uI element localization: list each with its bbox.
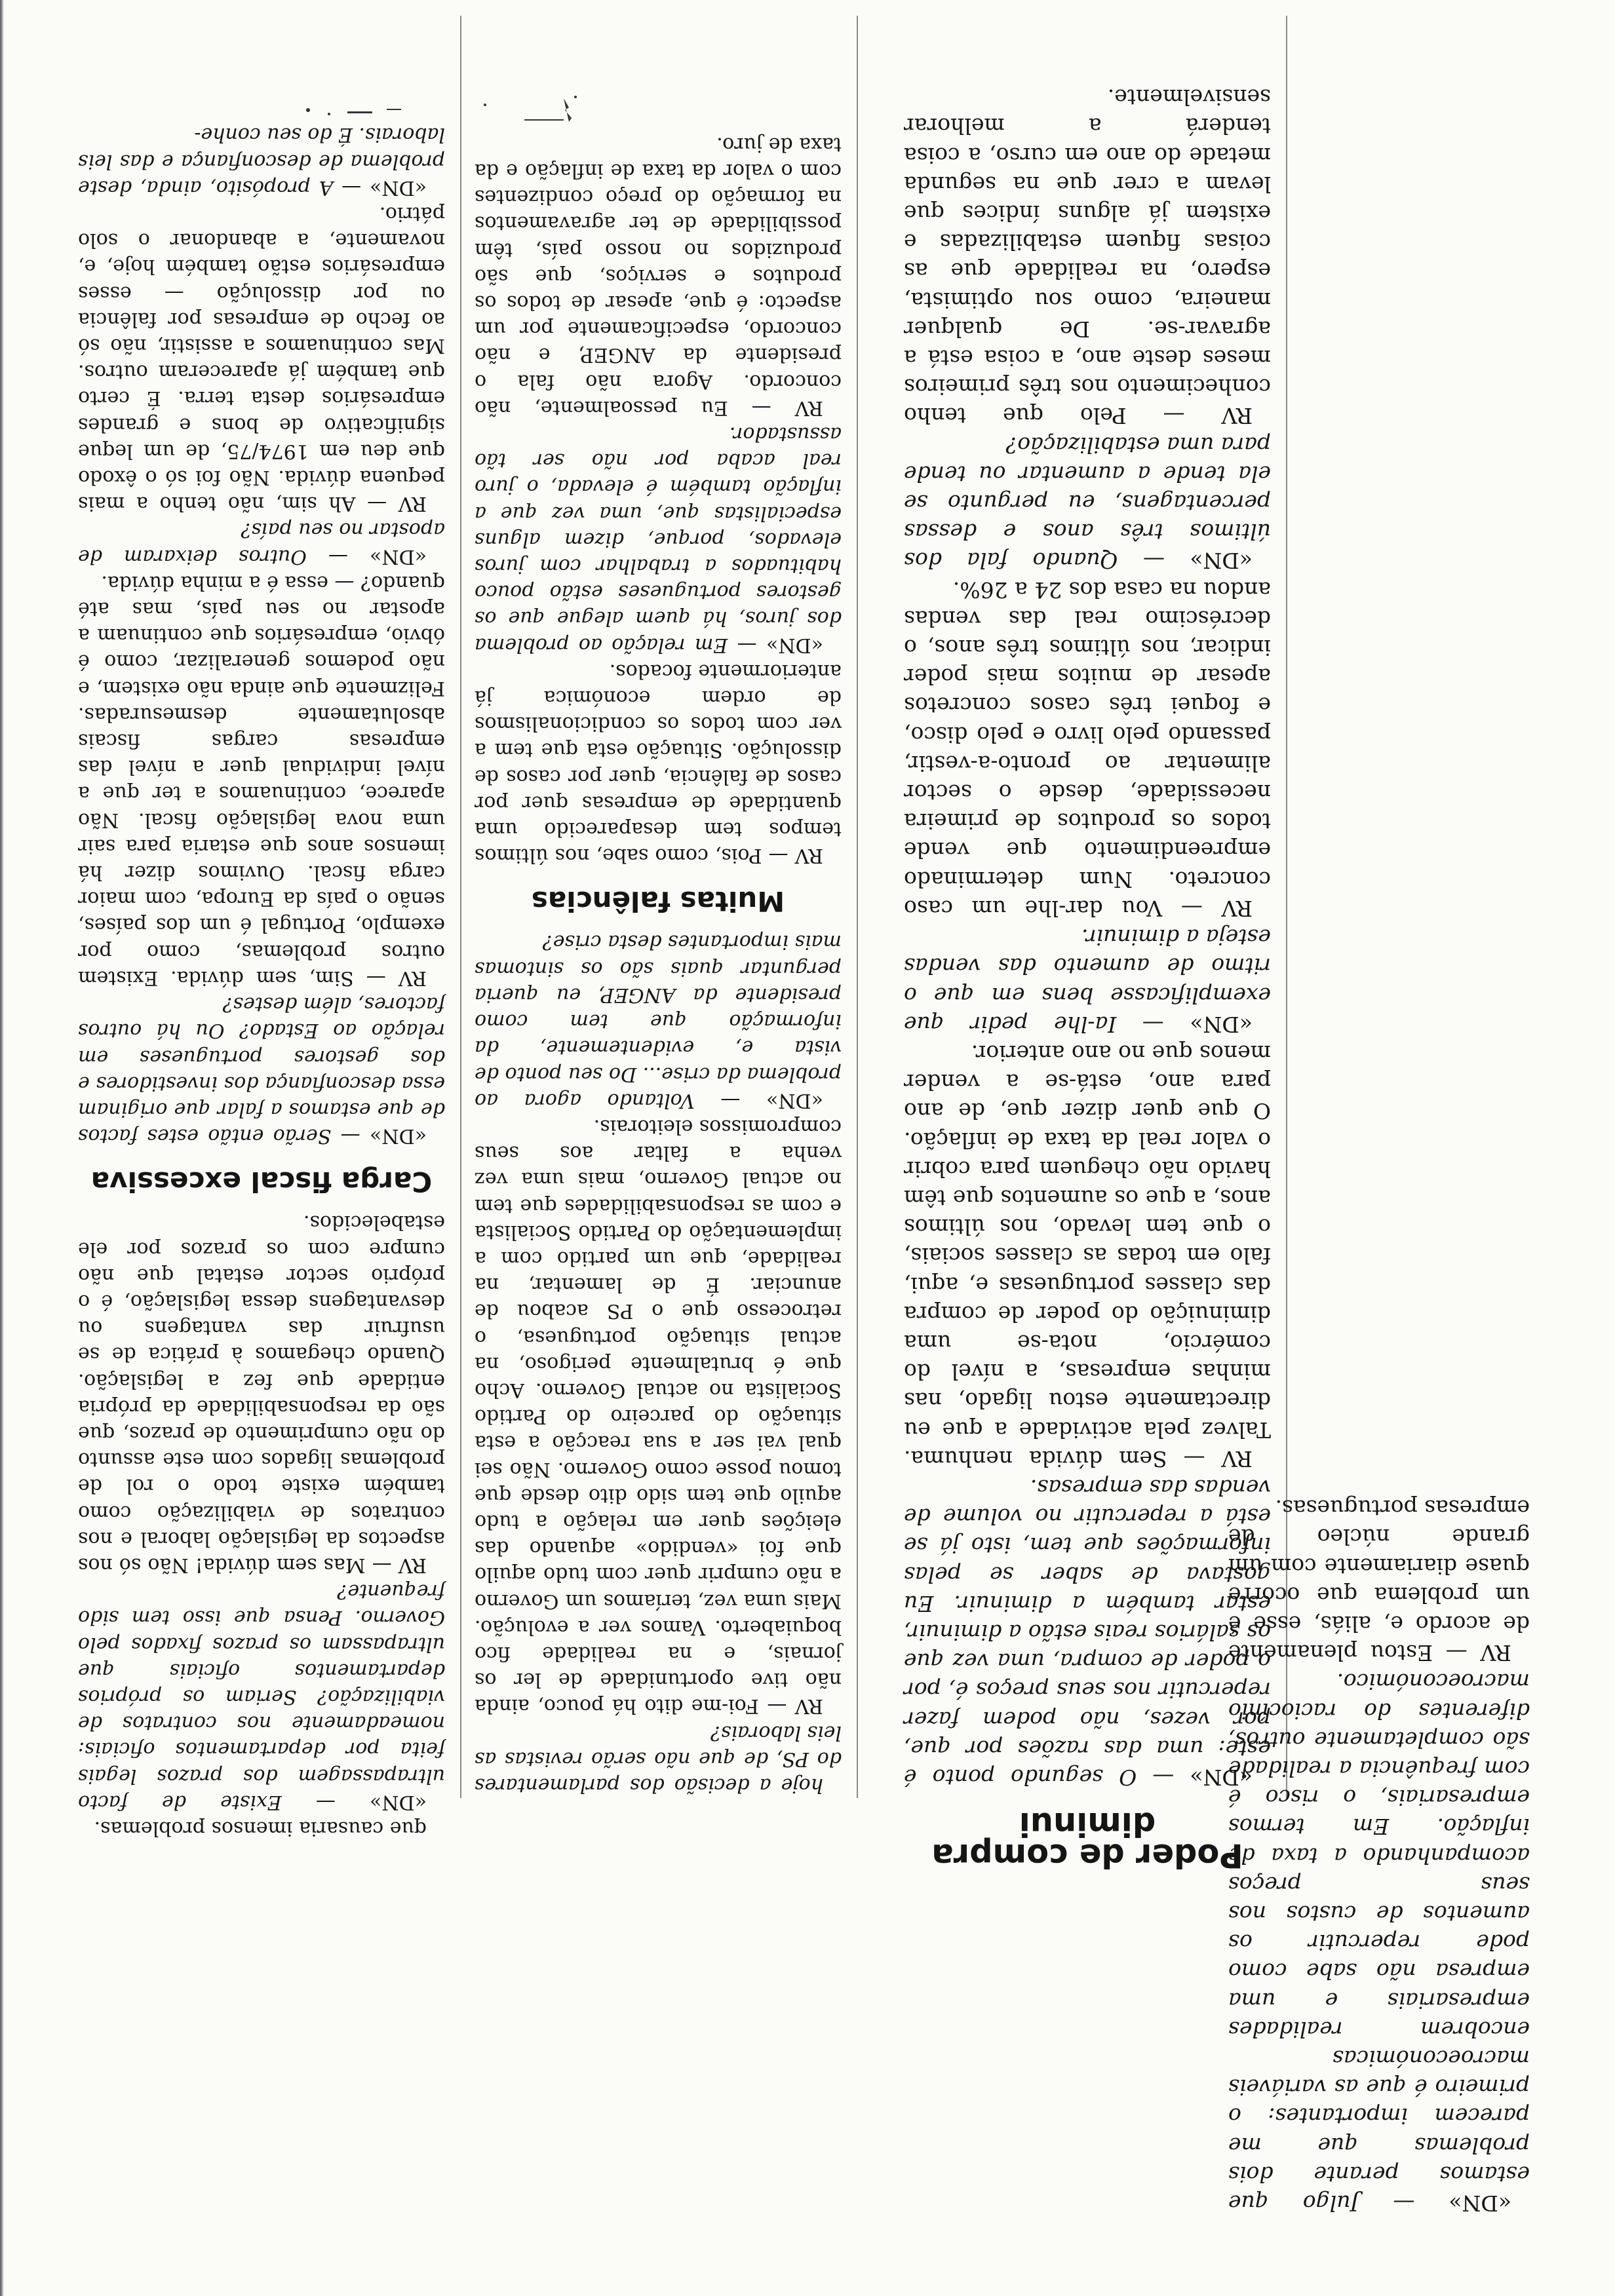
article-paragraph bbox=[904, 575, 1271, 922]
interviewer-question bbox=[475, 421, 842, 658]
column-rule bbox=[857, 16, 858, 1798]
interviewer-question bbox=[475, 928, 842, 1113]
paragraph-text: RV — Ah sim, não tenho a mais pequena dúvida. Não foi só o êxodo que deu em 1974/75, de um leque significativo de bons e grandes empresários desta terra. É certo que também já apareceram outros. Mas continuamos a assistir, não só ao fecho de empresas por falência ou por dissolução — esses empresários estão também hoje, e, novamente, a abandonar o solo pátrio. bbox=[78, 202, 445, 516]
column-rule bbox=[460, 16, 461, 1798]
paragraph-text: A propósito, ainda, deste problema de desconfiança e das leis laborais. É do seu conhe- bbox=[78, 123, 445, 199]
section-heading: Carga fiscal excessiva bbox=[90, 1166, 433, 1198]
paragraph-text: RV — Vou dar-lhe um caso concreto. Num determinado empreendimento que vende todos os produtos de primeira necessidade, desde o sector alimentar ao pronto-a-vestir, passando pelo livro e pelo disco, e foquei três casos concretos apesar de muitos mais poder indicar, nos últimos três anos, o decréscimo real das vendas andou na casa dos 24 a 26%. bbox=[904, 577, 1271, 921]
paragraph-text: que causaria imensos problemas. bbox=[94, 1817, 427, 1840]
paragraph-text: Ia-lhe pedir que exemplificasse bens em que o ritmo de aumento das vendas esteja a diminuir. bbox=[904, 925, 1271, 1037]
paragraph-text: hoje a decisão dos parlamentares do PS, de que não serão revistas as leis laborais? bbox=[475, 1721, 842, 1797]
section-heading: Poder de compra diminui bbox=[931, 1805, 1243, 1875]
article-paragraph bbox=[475, 1113, 842, 1719]
interviewer-question bbox=[904, 430, 1271, 575]
article-paragraph bbox=[78, 1815, 445, 1841]
interviewer-question bbox=[78, 991, 445, 1149]
paragraph-text: Voltando agora ao problema da crise... Do seu ponto de vista e, evidentemente, da informação que tem como presidente da ANGEP, eu queria perguntar quais são os sintomas mais importantes desta crise? bbox=[475, 930, 842, 1112]
article-paragraph bbox=[475, 658, 842, 869]
paragraph-text: RV — Pois, como sabe, nos últimos tempos tem desaparecido uma quantidade de empresas quer por casos de falência, quer por casos de dissolução. Situação esta que tem a ver com todos os condicionalismos de ordem económica já anteriormente focados. bbox=[475, 659, 842, 868]
paragraph-text: RV — Pelo que tenho conhecimento nos três primeiros meses deste ano, a coisa está a agravar-se. De qualquer maneira, como sou optimista, espero, na realidade que as coisas fiquem estabilizadas e existem já alguns índices que levam a crer que na segunda metade do ano em curso, a coisa tenderá a melhorar sensivelmente. bbox=[904, 85, 1271, 429]
paragraph-text: Existe de facto ultrapassagem dos prazos legais feita por departamentos oficiais: nomeadamente nos contratos de viabilização? Seriam os próprios departamentos oficiais que ultrapassam os prazos fixados pelo Governo. Pensa que isso tem sido frequente? bbox=[78, 1580, 445, 1814]
speaker-lead: «DN» — bbox=[1137, 1765, 1253, 1790]
paragraph-text: Quando fala dos últimos três anos e dessas percentagens, eu pergunto se ela tende a aumentar ou tende para uma estabilização? bbox=[904, 432, 1271, 574]
interviewer-question bbox=[78, 516, 445, 569]
article-paragraph bbox=[78, 201, 445, 516]
speaker-lead: «DN» — bbox=[306, 545, 427, 568]
speaker-lead: «DN» — bbox=[333, 176, 427, 199]
article-paragraph bbox=[475, 131, 842, 421]
speaker-lead: «DN» — bbox=[1118, 548, 1253, 574]
speaker-lead: «DN» — bbox=[331, 1124, 427, 1148]
paragraph-text: O segundo ponto é este: uma das razões por que, por vezes, não podem fazer repercutir nos seus preços é, por o poder de compra, uma vez que os salários reais estão a diminuir, estar também a diminuir. Eu gostava de saber se pelas informações que tem, isto já se está a repercutir no volume de vendas das empresas. bbox=[904, 1474, 1271, 1790]
scan-artifact bbox=[288, 85, 629, 131]
speaker-lead: «DN» — bbox=[1116, 1011, 1253, 1037]
interviewer-question bbox=[1228, 1667, 1530, 2217]
article-paragraph bbox=[1228, 1493, 1530, 1667]
interviewer-question bbox=[904, 1473, 1271, 1791]
article-column-4 bbox=[1228, 1493, 1530, 2217]
article-column-2 bbox=[475, 131, 842, 1798]
interviewer-question bbox=[904, 923, 1271, 1039]
article-column-3 bbox=[904, 83, 1271, 1883]
paragraph-text: Julgo que estamos perante dois problemas que me parecem importantes: o primeiro é que as variáveis macroeconómicas encobrem realidades empresariais e uma empresa não sabe como pode repercutir os aumentos de custos nos seus preços acompanhando a taxa de inflação. Em termos empresariais, o risco é com frequência a realidade são completamente outros, diferentes do raciocínio macroeconómico. bbox=[1228, 1669, 1530, 2216]
article-paragraph bbox=[78, 1209, 445, 1578]
article-paragraph bbox=[904, 1039, 1271, 1473]
paragraph-text: RV — Sem dúvida nenhuma. Talvez pela actividade a que eu directamente estou ligado, nas minhas empresas, a nível do comércio, nota-se uma diminuição do poder de compra das classes portuguesas e, aqui, falo em todas as classes sociais, o que tem levado, nos últimos anos, a que os aumentos que têm havido não cheguem para cobrir o valor real da taxa de inflação. O que quer dizer que, de ano para ano, está-se a vender menos que no ano anterior. bbox=[904, 1040, 1271, 1472]
speaker-lead: «DN» — bbox=[728, 633, 823, 657]
speaker-lead: «DN» — bbox=[694, 1088, 823, 1112]
section-heading: Muitas falências bbox=[531, 885, 785, 918]
article-paragraph bbox=[904, 83, 1271, 430]
interviewer-question bbox=[78, 1578, 445, 1815]
paragraph-text: Em relação ao problema dos juros, há quem alegue que os gestores portugueses estão pouco habituados a trabalhar com juros elevados, porque, dizem alguns especialistas que, uma vez que a inflação também é elevada, o juro real acaba por não ser tão assustador. bbox=[475, 423, 842, 657]
paragraph-text: RV — Sim, sem dúvida. Existem outros problemas, como por exemplo, Portugal é um dos países, senão o país da Europa, com maior carga fiscal. Ouvimos dizer há imensos anos que estaria para sair uma nova legislação fiscal. Não aparece, continuamos a ter que a nível individual quer a nível das empresas cargas fiscais absolutamente desmesuradas. Felizmente que ainda não existem, e não podemos generalizar, como é óbvio, empresários que continuam a apostar no seu país, mas até quando? — essa é a minha dúvida. bbox=[78, 571, 445, 989]
paragraph-text: Serão então estes factos de que estamos a falar que originam essa desconfiança dos investidores e dos gestores portugueses em relação ao Estado? Ou há outros factores, além destes? bbox=[78, 993, 445, 1148]
speaker-lead: «DN» — bbox=[281, 1790, 427, 1814]
paragraph-text: RV — Eu pessoalmente, não concordo. Agora não fala o presidente da ANGEP, e não concordo, especificamente por um aspecto: é que, apesar de todos os produtos e serviços, que são produzidos no nosso país, têm possibilidade de ter agravamentos na formação do preço condizentes com o valor da taxa de inflação e da taxa de juro. bbox=[475, 132, 842, 419]
paragraph-text: RV — Mas sem dúvida! Não só nos aspectos da legislação laboral e nos contratos de viabilização como também existe todo o rol de problemas ligados com este assunto do não cumprimento de prazos, que são da responsabilidade da própria entidade que fez a legislação. Quando chegamos à prática de se usufruir das vantagens ou desvantagens dessa legislação, é o próprio sector estatal que não cumpre com os prazos por ele estabelecidos. bbox=[78, 1211, 445, 1577]
paragraph-text: RV — Foi-me dito há pouco, ainda não tive oportunidade de ler os jornais, e na realidade fico boquiaberto. Vamos ver a evolução. Mais uma vez, teríamos um Governo a não cumprir quer com tudo aquilo que foi «vendido» aquando das eleições quer em relação a tudo aquilo que tem sido dito desde que tomou posse como Governo. Não sei qual vai ser a sua reacção a esta situação do parceiro do Partido Socialista no actual Governo. Acho que é brutalmente perigoso, na actual situação portuguesa, o retrocesso que o PS acabou de anunciar. É de lamentar, na realidade, que um partido com a implementação do Partido Socialista e com as responsabilidades que tem no actual Governo, mais uma vez venha a faltar aos seus compromissos eleitorais. bbox=[475, 1115, 842, 1718]
article-paragraph bbox=[78, 569, 445, 991]
article-column-1 bbox=[78, 121, 445, 1841]
interviewer-question bbox=[475, 1719, 842, 1798]
interviewer-question bbox=[78, 121, 445, 201]
paragraph-text: Outros deixaram de apostar no seu país? bbox=[78, 518, 445, 568]
paragraph-text: RV — Estou plenamente de acordo e, aliás, esse é um problema que ocorre quase diariamente com um grande núcleo de empresas portuguesas. bbox=[1228, 1495, 1530, 1666]
speaker-lead: «DN» — bbox=[1359, 2191, 1511, 2216]
